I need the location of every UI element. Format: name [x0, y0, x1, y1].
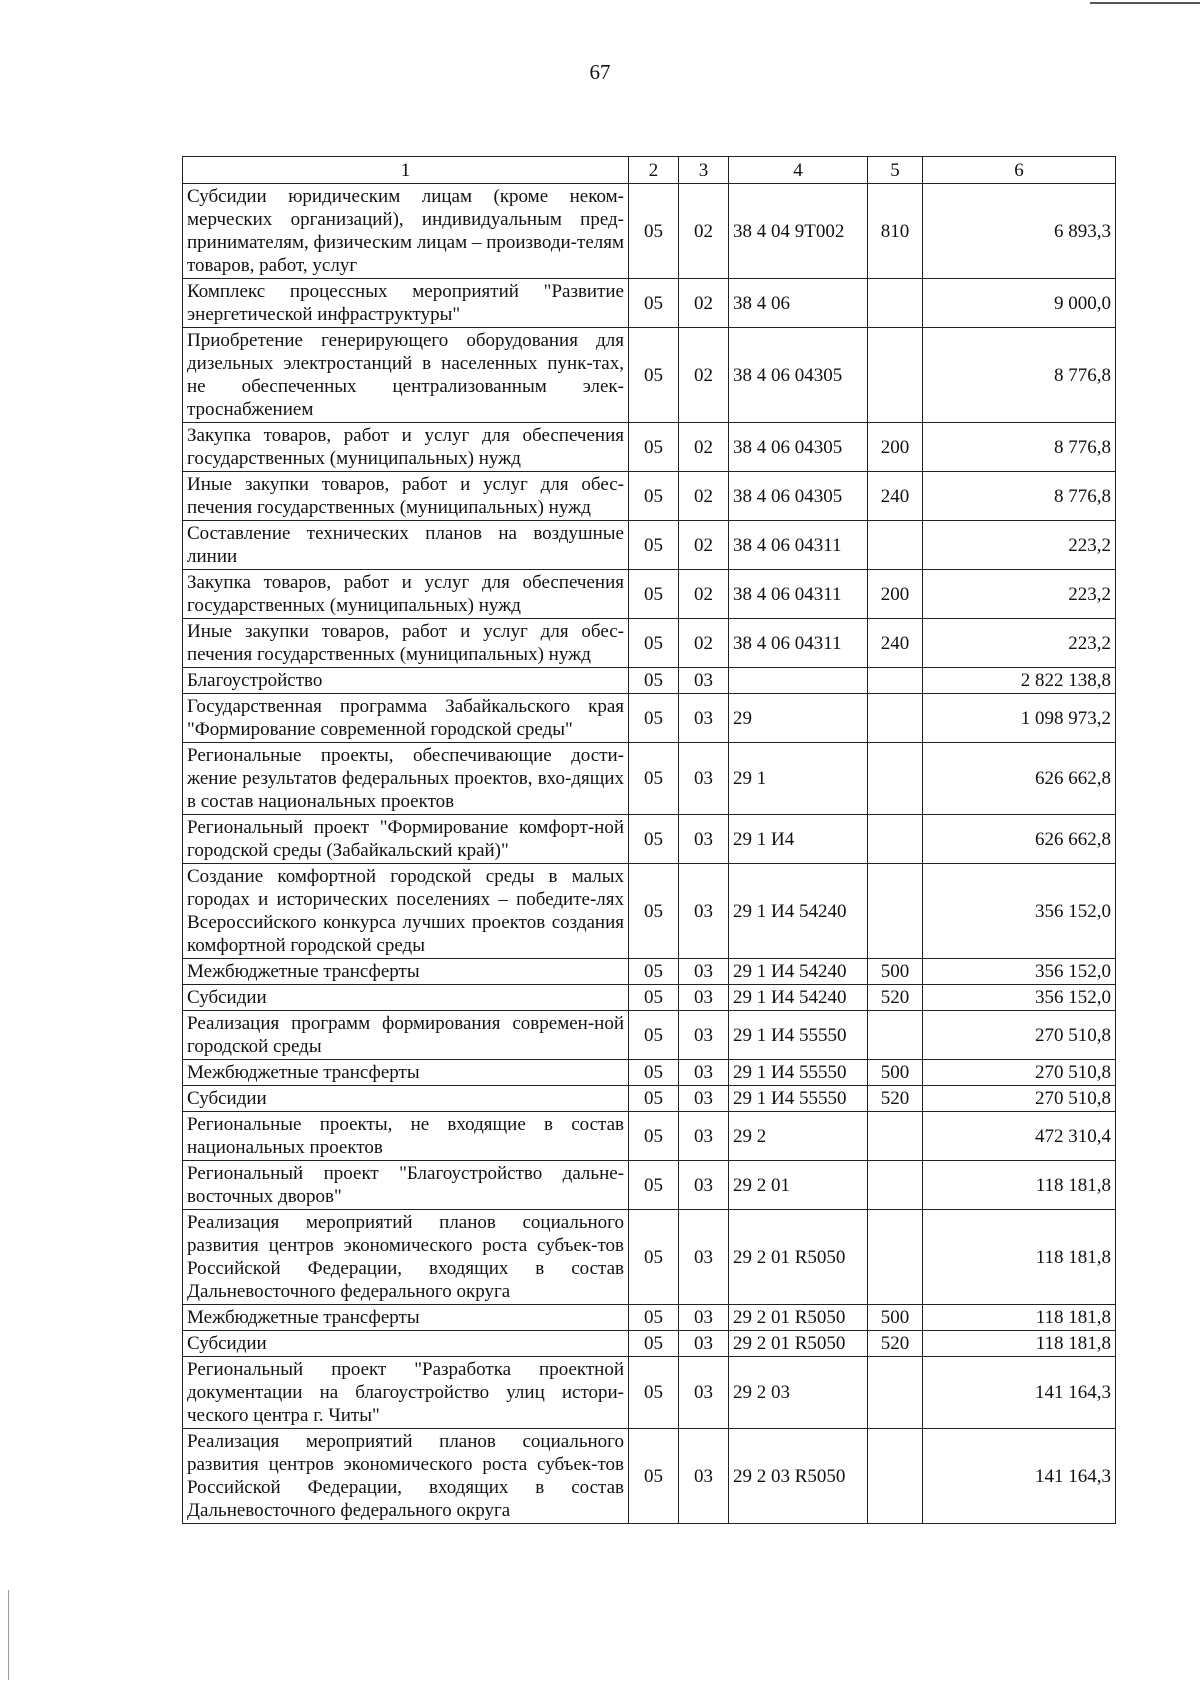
row-section: 05: [629, 521, 679, 570]
table-row: [183, 1112, 1116, 1161]
row-name: Субсидии: [183, 985, 629, 1011]
row-section: 05: [629, 1161, 679, 1210]
row-expense-type: [868, 1210, 923, 1305]
row-amount: 118 181,8: [923, 1305, 1116, 1331]
table-row: [183, 1161, 1116, 1210]
row-name: Закупка товаров, работ и услуг для обеспечения государственных (муниципальных) нужд: [183, 423, 629, 472]
row-subsection: 03: [679, 1357, 729, 1429]
row-name: Региональный проект "Благоустройство дальне-восточных дворов": [183, 1161, 629, 1210]
row-section: 05: [629, 864, 679, 959]
row-expense-type: [868, 521, 923, 570]
row-target-article: [729, 668, 868, 694]
row-name: Благоустройство: [183, 668, 629, 694]
table-row: [183, 1305, 1116, 1331]
row-target-article: 29: [729, 694, 868, 743]
table-row: [183, 1331, 1116, 1357]
row-subsection: 03: [679, 743, 729, 815]
row-section: 05: [629, 570, 679, 619]
row-name: Региональный проект "Разработка проектной документации на благоустройство улиц истори-ческого центра г. Читы": [183, 1357, 629, 1429]
row-section: 05: [629, 328, 679, 423]
table-row: [183, 1357, 1116, 1429]
row-subsection: 03: [679, 694, 729, 743]
row-target-article: 29 2 01: [729, 1161, 868, 1210]
row-section: 05: [629, 985, 679, 1011]
row-target-article: 38 4 06 04311: [729, 570, 868, 619]
row-section: 05: [629, 184, 679, 279]
table-row: [183, 985, 1116, 1011]
row-target-article: 29 1: [729, 743, 868, 815]
row-amount: 626 662,8: [923, 815, 1116, 864]
row-name: Создание комфортной городской среды в малых городах и исторических поселениях – победите-лях Всероссийского конкурса лучших проектов создания комфортной городской среды: [183, 864, 629, 959]
table-row: [183, 1086, 1116, 1112]
row-amount: 270 510,8: [923, 1060, 1116, 1086]
row-amount: 223,2: [923, 570, 1116, 619]
row-subsection: 03: [679, 1086, 729, 1112]
row-amount: 2 822 138,8: [923, 668, 1116, 694]
row-subsection: 03: [679, 864, 729, 959]
row-expense-type: [868, 864, 923, 959]
row-name: Межбюджетные трансферты: [183, 1060, 629, 1086]
row-amount: 270 510,8: [923, 1011, 1116, 1060]
row-target-article: 29 2 03 R5050: [729, 1429, 868, 1524]
row-amount: 8 776,8: [923, 423, 1116, 472]
row-expense-type: [868, 1429, 923, 1524]
row-amount: 270 510,8: [923, 1086, 1116, 1112]
table-row: [183, 472, 1116, 521]
table-row: [183, 959, 1116, 985]
row-name: Межбюджетные трансферты: [183, 959, 629, 985]
row-target-article: 29 2: [729, 1112, 868, 1161]
row-expense-type: 200: [868, 570, 923, 619]
row-name: Реализация мероприятий планов социального развития центров экономического роста субъек-тов Российской Федерации, входящих в состав Дальневосточного федерального округа: [183, 1429, 629, 1524]
row-section: 05: [629, 619, 679, 668]
row-amount: 118 181,8: [923, 1210, 1116, 1305]
budget-table: [182, 156, 1116, 1524]
row-subsection: 02: [679, 521, 729, 570]
row-subsection: 03: [679, 1011, 729, 1060]
row-subsection: 02: [679, 184, 729, 279]
page-number: 67: [589, 60, 611, 84]
table-row: [183, 570, 1116, 619]
row-subsection: 03: [679, 1112, 729, 1161]
row-name: Составление технических планов на воздушные линии: [183, 521, 629, 570]
row-target-article: 29 1 И4 55550: [729, 1011, 868, 1060]
row-subsection: 03: [679, 815, 729, 864]
row-target-article: 29 2 01 R5050: [729, 1305, 868, 1331]
row-name: Реализация программ формирования современ-ной городской среды: [183, 1011, 629, 1060]
row-section: 05: [629, 694, 679, 743]
table-body: [183, 184, 1116, 1524]
row-section: 05: [629, 1429, 679, 1524]
header-col-2: 2: [629, 157, 679, 184]
row-expense-type: [868, 694, 923, 743]
row-expense-type: 240: [868, 619, 923, 668]
row-name: Межбюджетные трансферты: [183, 1305, 629, 1331]
row-expense-type: [868, 279, 923, 328]
row-section: 05: [629, 1331, 679, 1357]
table-row: [183, 619, 1116, 668]
row-section: 05: [629, 1210, 679, 1305]
row-section: 05: [629, 1060, 679, 1086]
row-amount: 8 776,8: [923, 472, 1116, 521]
row-name: Региональные проекты, обеспечивающие дости-жение результатов федеральных проектов, вхо-дящих в состав национальных проектов: [183, 743, 629, 815]
row-target-article: 38 4 06 04305: [729, 472, 868, 521]
row-name: Субсидии: [183, 1086, 629, 1112]
row-target-article: 29 1 И4 55550: [729, 1060, 868, 1086]
row-expense-type: [868, 743, 923, 815]
row-name: Государственная программа Забайкальского края "Формирование современной городской среды": [183, 694, 629, 743]
row-subsection: 02: [679, 619, 729, 668]
row-section: 05: [629, 668, 679, 694]
row-expense-type: [868, 1011, 923, 1060]
row-target-article: 29 1 И4 55550: [729, 1086, 868, 1112]
row-amount: 356 152,0: [923, 985, 1116, 1011]
row-section: 05: [629, 472, 679, 521]
table-row: [183, 521, 1116, 570]
row-subsection: 02: [679, 279, 729, 328]
scan-line-top-right: [1090, 2, 1200, 4]
row-target-article: 29 2 01 R5050: [729, 1210, 868, 1305]
row-subsection: 03: [679, 1210, 729, 1305]
table-row: [183, 184, 1116, 279]
row-expense-type: 520: [868, 1086, 923, 1112]
table-row: [183, 328, 1116, 423]
row-expense-type: [868, 1357, 923, 1429]
row-amount: 8 776,8: [923, 328, 1116, 423]
table-row: [183, 1210, 1116, 1305]
table-row: [183, 279, 1116, 328]
row-amount: 118 181,8: [923, 1161, 1116, 1210]
row-amount: 356 152,0: [923, 959, 1116, 985]
row-subsection: 02: [679, 570, 729, 619]
row-target-article: 29 1 И4 54240: [729, 864, 868, 959]
row-name: Закупка товаров, работ и услуг для обеспечения государственных (муниципальных) нужд: [183, 570, 629, 619]
row-name: Иные закупки товаров, работ и услуг для обес-печения государственных (муниципальных) нужд: [183, 619, 629, 668]
row-target-article: 38 4 06 04311: [729, 521, 868, 570]
row-expense-type: 520: [868, 985, 923, 1011]
row-section: 05: [629, 1011, 679, 1060]
row-target-article: 38 4 06 04305: [729, 328, 868, 423]
header-col-4: 4: [729, 157, 868, 184]
scan-mark-left: [8, 1590, 9, 1680]
row-name: Приобретение генерирующего оборудования для дизельных электростанций в населенных пунк-тах, не обеспеченных централизованным элек-троснабжением: [183, 328, 629, 423]
row-expense-type: 500: [868, 959, 923, 985]
table-row: [183, 743, 1116, 815]
row-expense-type: 520: [868, 1331, 923, 1357]
row-subsection: 03: [679, 1331, 729, 1357]
row-amount: 6 893,3: [923, 184, 1116, 279]
row-expense-type: 500: [868, 1060, 923, 1086]
row-amount: 472 310,4: [923, 1112, 1116, 1161]
row-expense-type: [868, 815, 923, 864]
row-amount: 223,2: [923, 521, 1116, 570]
row-subsection: 03: [679, 1060, 729, 1086]
row-amount: 626 662,8: [923, 743, 1116, 815]
row-amount: 1 098 973,2: [923, 694, 1116, 743]
row-target-article: 29 1 И4 54240: [729, 959, 868, 985]
row-subsection: 03: [679, 959, 729, 985]
header-col-5: 5: [868, 157, 923, 184]
row-subsection: 03: [679, 985, 729, 1011]
row-amount: 9 000,0: [923, 279, 1116, 328]
row-section: 05: [629, 1305, 679, 1331]
row-expense-type: 810: [868, 184, 923, 279]
row-expense-type: [868, 328, 923, 423]
row-subsection: 02: [679, 472, 729, 521]
row-target-article: 29 1 И4 54240: [729, 985, 868, 1011]
row-section: 05: [629, 815, 679, 864]
row-subsection: 03: [679, 1305, 729, 1331]
row-section: 05: [629, 1112, 679, 1161]
row-expense-type: [868, 668, 923, 694]
row-section: 05: [629, 1357, 679, 1429]
row-target-article: 38 4 06: [729, 279, 868, 328]
table-row: [183, 423, 1116, 472]
row-subsection: 02: [679, 423, 729, 472]
row-section: 05: [629, 959, 679, 985]
row-expense-type: [868, 1161, 923, 1210]
row-target-article: 29 2 01 R5050: [729, 1331, 868, 1357]
table-row: [183, 1011, 1116, 1060]
row-name: Реализация мероприятий планов социального развития центров экономического роста субъек-тов Российской Федерации, входящих в состав Дальневосточного федерального округа: [183, 1210, 629, 1305]
row-name: Субсидии юридическим лицам (кроме неком-мерческих организаций), индивидуальным пред-принимателям, физическим лицам – производи-телям товаров, работ, услуг: [183, 184, 629, 279]
row-expense-type: 500: [868, 1305, 923, 1331]
header-row: [183, 157, 1116, 184]
table-row: [183, 1060, 1116, 1086]
row-subsection: 03: [679, 1429, 729, 1524]
row-amount: 356 152,0: [923, 864, 1116, 959]
row-name: Региональный проект "Формирование комфорт-ной городской среды (Забайкальский край)": [183, 815, 629, 864]
table-row: [183, 694, 1116, 743]
row-subsection: 03: [679, 668, 729, 694]
row-target-article: 38 4 06 04305: [729, 423, 868, 472]
row-amount: 141 164,3: [923, 1429, 1116, 1524]
header-col-6: 6: [923, 157, 1116, 184]
row-name: Субсидии: [183, 1331, 629, 1357]
row-expense-type: [868, 1112, 923, 1161]
row-amount: 118 181,8: [923, 1331, 1116, 1357]
row-section: 05: [629, 743, 679, 815]
table-row: [183, 815, 1116, 864]
table-header: [183, 157, 1116, 184]
header-col-1: 1: [183, 157, 629, 184]
row-expense-type: 200: [868, 423, 923, 472]
row-expense-type: 240: [868, 472, 923, 521]
row-name: Региональные проекты, не входящие в состав национальных проектов: [183, 1112, 629, 1161]
row-target-article: 29 2 03: [729, 1357, 868, 1429]
row-target-article: 29 1 И4: [729, 815, 868, 864]
row-amount: 141 164,3: [923, 1357, 1116, 1429]
table-row: [183, 1429, 1116, 1524]
row-section: 05: [629, 423, 679, 472]
row-target-article: 38 4 06 04311: [729, 619, 868, 668]
row-name: Иные закупки товаров, работ и услуг для обес-печения государственных (муниципальных) нужд: [183, 472, 629, 521]
table-row: [183, 668, 1116, 694]
row-name: Комплекс процессных мероприятий "Развитие энергетической инфраструктуры": [183, 279, 629, 328]
row-subsection: 02: [679, 328, 729, 423]
header-col-3: 3: [679, 157, 729, 184]
row-subsection: 03: [679, 1161, 729, 1210]
row-section: 05: [629, 1086, 679, 1112]
table-row: [183, 864, 1116, 959]
row-target-article: 38 4 04 9Т002: [729, 184, 868, 279]
row-amount: 223,2: [923, 619, 1116, 668]
row-section: 05: [629, 279, 679, 328]
